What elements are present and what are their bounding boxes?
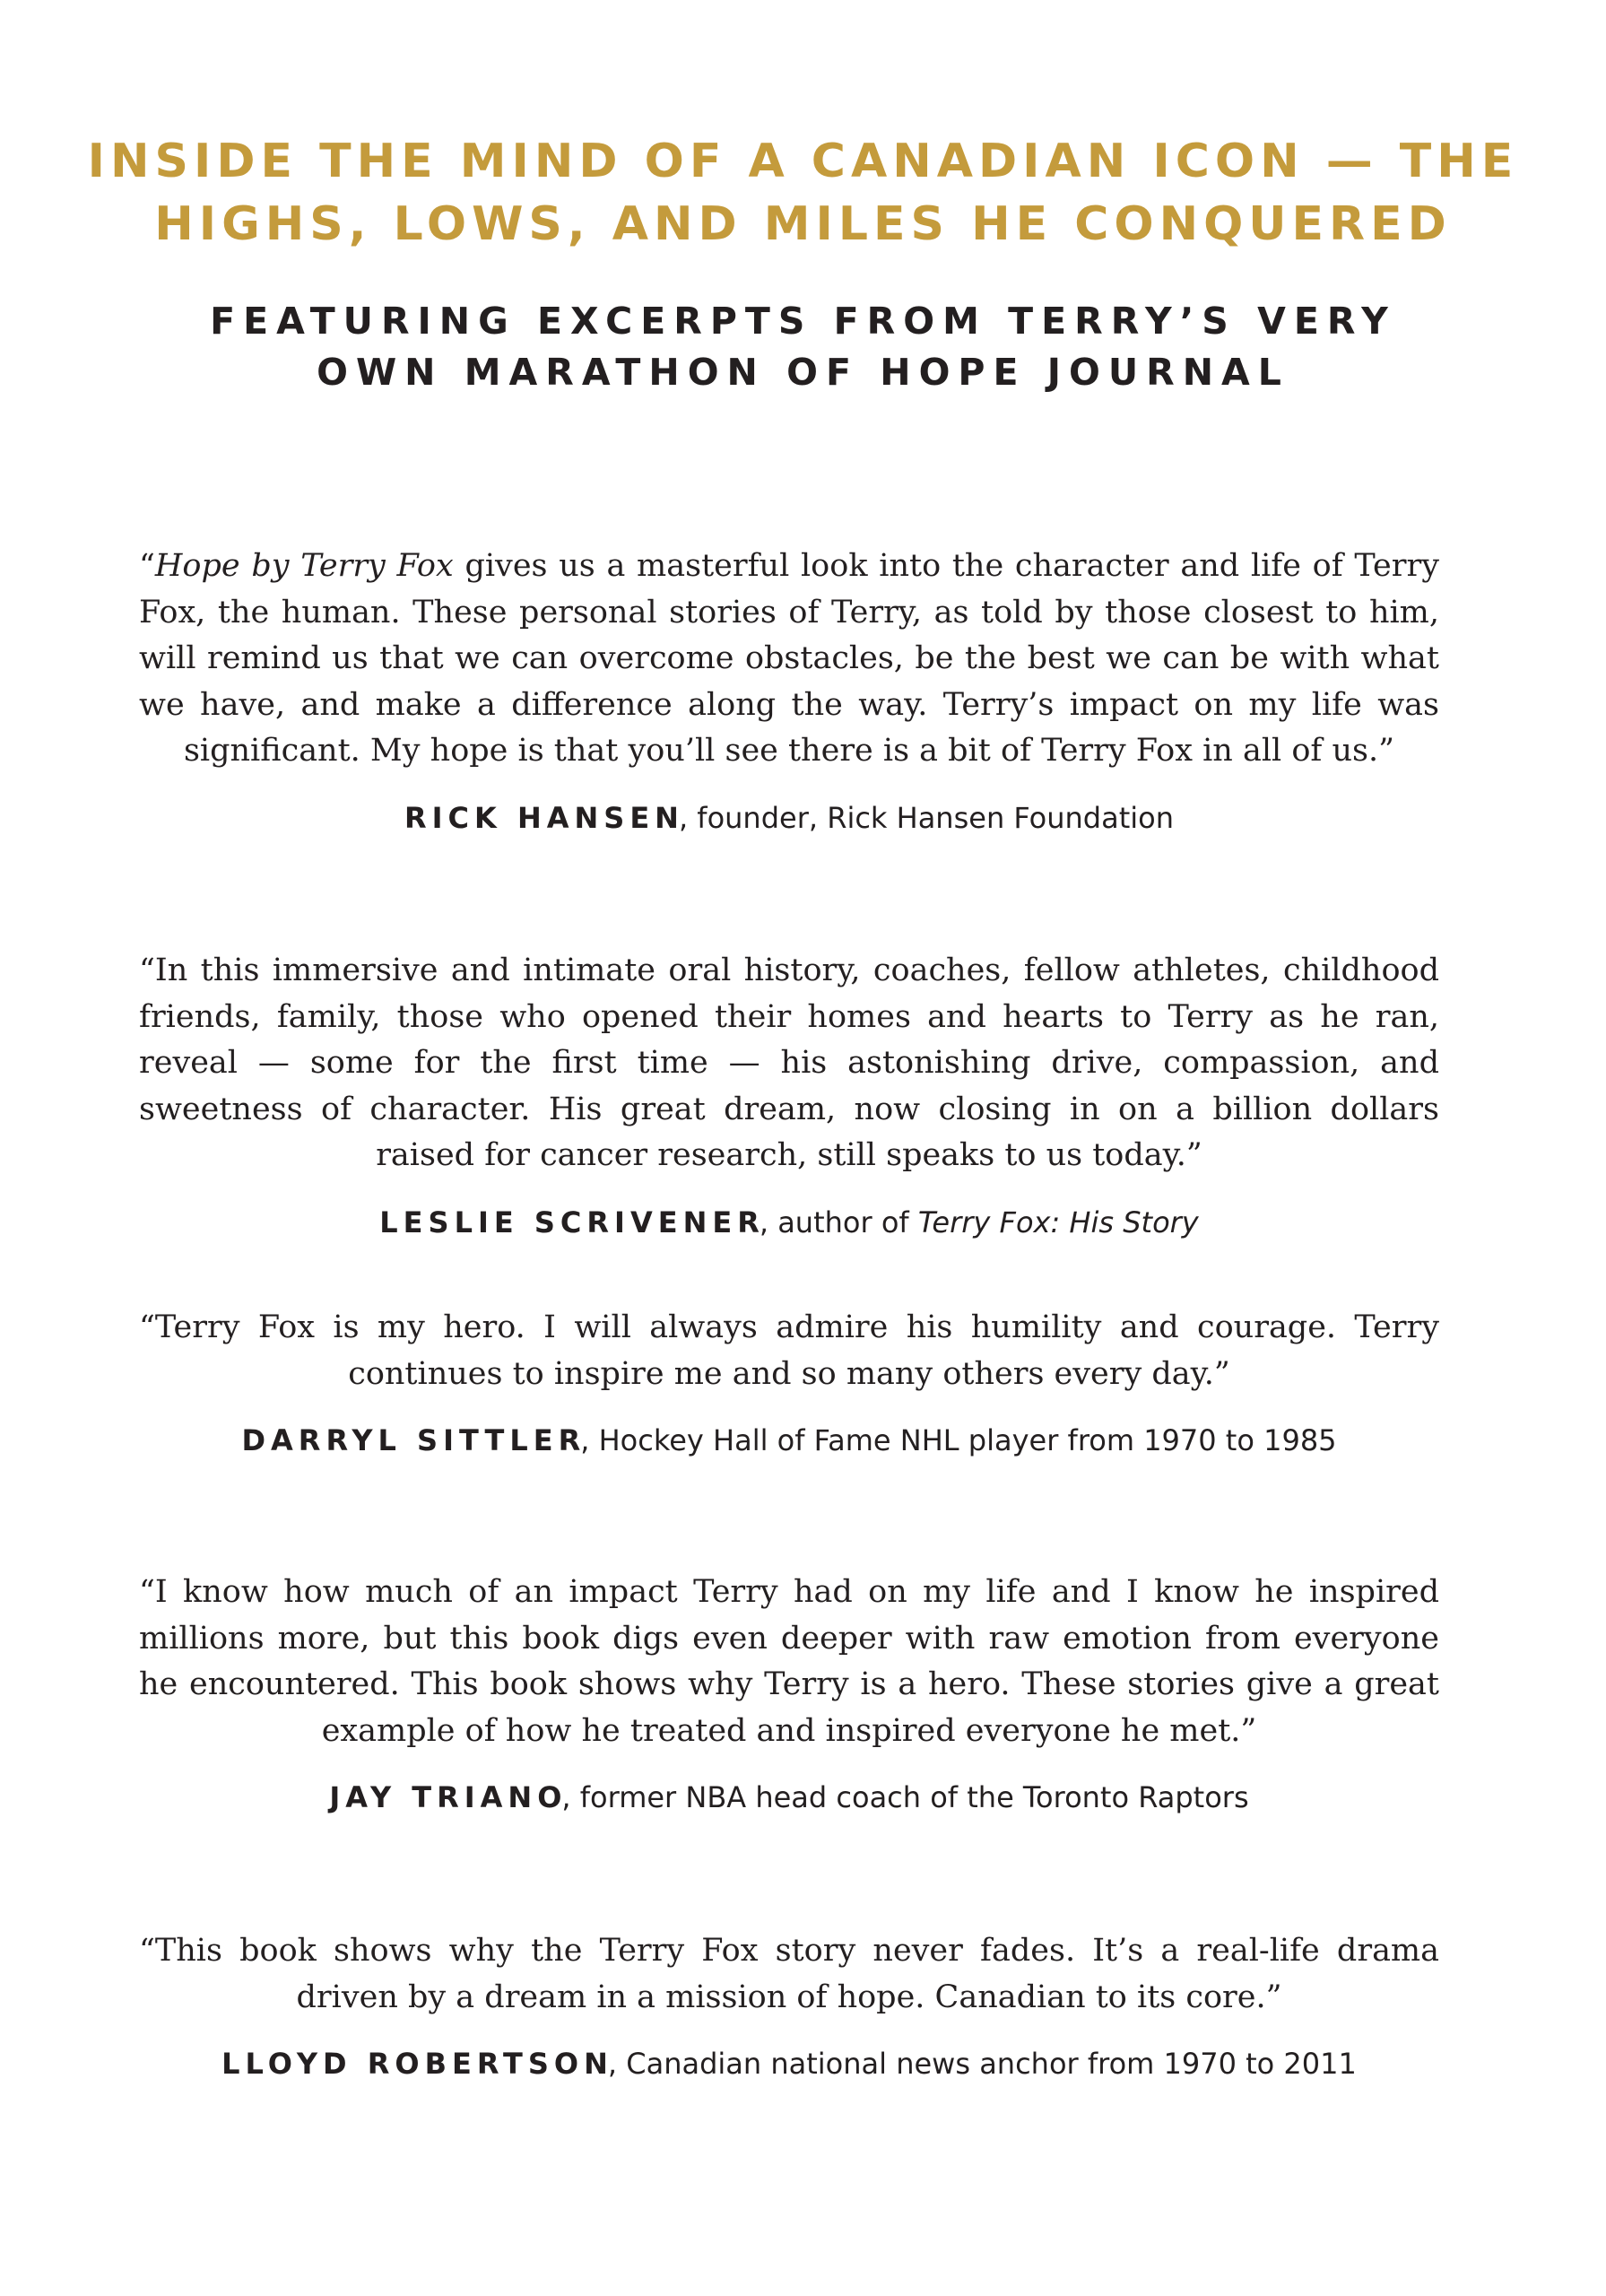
attribution-role: , Hockey Hall of Fame NHL player from 1970 to 1985 — [580, 1423, 1337, 1457]
subheadline-line-2: OWN MARATHON OF HOPE JOURNAL — [317, 351, 1289, 394]
blurb-rick-hansen — [139, 544, 1439, 838]
attribution-role: , Canadian national news anchor from 1970 to 2011 — [607, 2047, 1357, 2081]
blurb-quote: “This book shows why the Terry Fox story never fades. It’s a real-life drama driven by a dream in a mission of hope. Canadian to its core.” — [139, 1933, 1439, 2015]
blurb-darryl-sittler — [139, 1305, 1439, 1460]
attribution-name: JAY TRIAN — [329, 1780, 538, 1814]
attribution-name: LESLIE SCRIVENE — [379, 1205, 738, 1239]
book-title: Hope by Terry Fox — [154, 548, 454, 584]
blurb-lloyd-robertson — [139, 1928, 1439, 2083]
blurb-attribution — [139, 1421, 1439, 1460]
attribution-name-last: R — [558, 1423, 581, 1457]
attribution-book-title: Terry Fox: His Story — [917, 1205, 1199, 1239]
attribution-name: DARRYL SITTLE — [241, 1423, 559, 1457]
attribution-name-last: N — [584, 2047, 608, 2081]
blurb-attribution — [139, 2044, 1439, 2083]
quote-text: gives us a masterful look into the character and life of Terry Fox, the human. These personal stories of Terry, as told by those closest to him, will remind us that we can overcome obstacles, be the best we can be with what we have, and make a difference along the way. Terry’s impact on my life was significant. My hope is that you’ll see there is a bit of Terry Fox in all of us.” — [139, 548, 1439, 769]
subheadline-line-1: FEATURING EXCERPTS FROM TERRY’S VERY — [210, 300, 1396, 343]
blurb-attribution — [139, 798, 1439, 838]
attribution-role: , founder, Rick Hansen Foundation — [678, 800, 1175, 835]
blurb-quote: “I know how much of an impact Terry had on my life and I know he inspired millions more, but this book digs even deeper with raw emotion from everyone he encountered. This book shows why Terry is a hero. These stories give a great example of how he treated and inspired everyone he met.” — [139, 1574, 1439, 1749]
subheadline — [72, 296, 1534, 398]
headline — [72, 130, 1534, 256]
quote-open-mark: “ — [139, 548, 155, 584]
attribution-role: , author of — [759, 1205, 918, 1239]
attribution-name: LLOYD ROBERTSO — [221, 2047, 585, 2081]
headline-line-2: HIGHS, LOWS, AND MILES HE CONQUERED — [154, 197, 1452, 251]
blurb-attribution — [139, 1778, 1439, 1817]
attribution-role: , former NBA head coach of the Toronto Raptors — [561, 1780, 1249, 1814]
blurb-quote: “In this immersive and intimate oral history, coaches, fellow athletes, childhood friends, family, those who opened their homes and hearts to Terry as he ran, reveal — some for the first time — his astonishing drive, compassion, and sweetness of character. His great dream, now closing in on a billion dollars raised for cancer research, still speaks to us today.” — [139, 952, 1439, 1173]
attribution-name-last: R — [737, 1205, 760, 1239]
attribution-name-last: N — [655, 800, 679, 835]
blurb-jay-triano — [139, 1570, 1439, 1817]
attribution-name-last: O — [537, 1780, 562, 1814]
blurb-quote — [139, 544, 1439, 775]
headline-line-1: INSIDE THE MIND OF A CANADIAN ICON — THE — [87, 135, 1519, 188]
blurb-quote: “Terry Fox is my hero. I will always admire his humility and courage. Terry continues to inspire me and so many others every day.” — [139, 1309, 1439, 1392]
blurb-attribution — [139, 1203, 1439, 1242]
blurb-leslie-scrivener — [139, 948, 1439, 1242]
attribution-name: RICK HANSE — [404, 800, 655, 835]
